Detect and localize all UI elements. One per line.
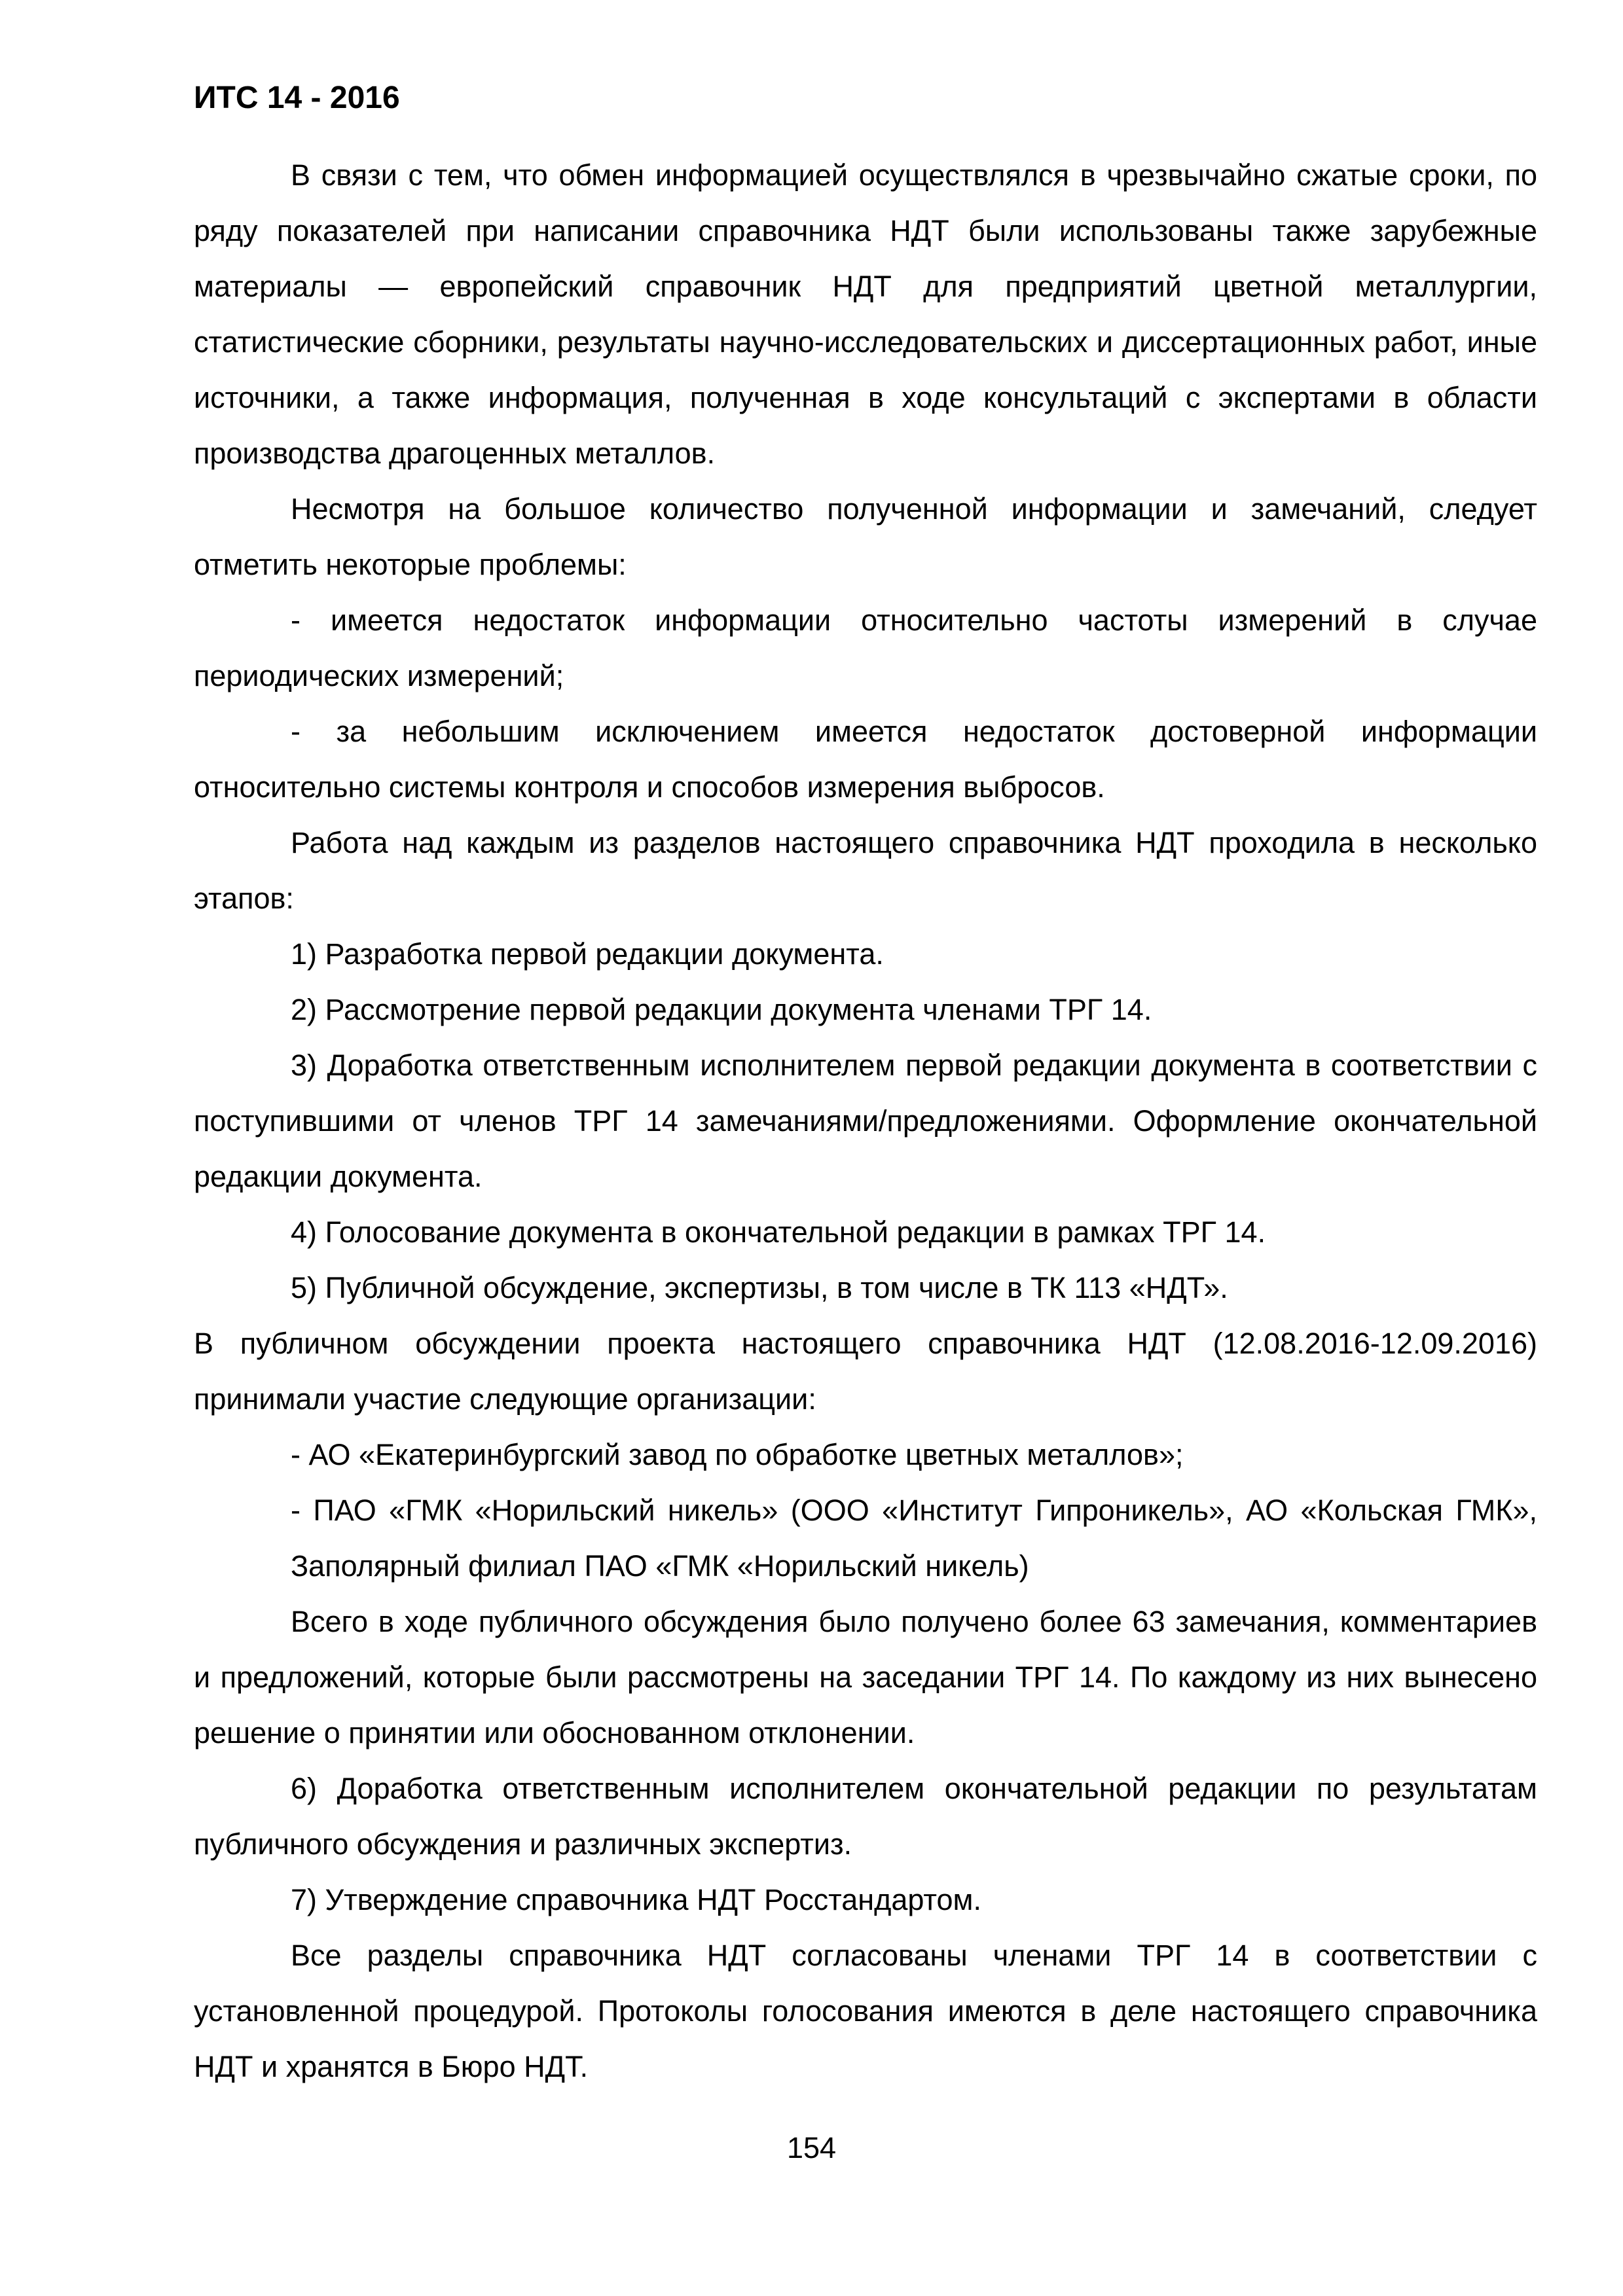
list-item-problem-control: - за небольшим исключением имеется недостаток достоверной информации относительно системы контроля и способов измерения выбросов. — [194, 715, 1537, 804]
page-number: 154 — [786, 2131, 837, 2164]
paragraph-comments-summary: Всего в ходе публичного обсуждения было получено более 63 замечания, комментариев и предложений, которые были рассмотрены на заседании ТРГ 14. По каждому из них вынесено решение о принятии или обоснованном отклонении. — [194, 1605, 1537, 1749]
paragraph-approval: Все разделы справочника НДТ согласованы членами ТРГ 14 в соответствии с установленной процедурой. Протоколы голосования имеются в деле настоящего справочника НДТ и хранятся в Бюро НДТ. — [194, 1939, 1537, 2083]
list-item-stage-2: 2) Рассмотрение первой редакции документа членами ТРГ 14. — [291, 993, 1152, 1026]
list-item-organization-1: - АО «Екатеринбургский завод по обработке цветных металлов»; — [291, 1438, 1184, 1471]
list-item-stage-1: 1) Разработка первой редакции документа. — [291, 937, 884, 971]
page-header-title: ИТС 14 - 2016 — [194, 81, 400, 115]
list-item-stage-5: 5) Публичной обсуждение, экспертизы, в том числе в ТК 113 «НДТ». — [291, 1271, 1228, 1304]
list-item-problem-frequency: - имеется недостаток информации относительно частоты измерений в случае периодических измерений; — [194, 603, 1537, 692]
list-item-stage-6: 6) Доработка ответственным исполнителем окончательной редакции по результатам публичного обсуждения и различных экспертиз. — [194, 1772, 1537, 1861]
list-item-stage-4: 4) Голосование документа в окончательной редакции в рамках ТРГ 14. — [291, 1215, 1266, 1249]
paragraph-public-discussion: В публичном обсуждении проекта настоящего справочника НДТ (12.08.2016-12.09.2016) принимали участие следующие организации: — [194, 1327, 1537, 1416]
list-item-stage-3: 3) Доработка ответственным исполнителем первой редакции документа в соответствии с поступившими от членов ТРГ 14 замечаниями/предложениями. Оформление окончательной редакции документа. — [194, 1049, 1537, 1193]
list-item-organization-2: - ПАО «ГМК «Норильский никель» (ООО «Институт Гипроникель», АО «Кольская ГМК», Заполярный филиал ПАО «ГМК «Норильский никель) — [291, 1494, 1537, 1583]
paragraph-stages-intro: Работа над каждым из разделов настоящего справочника НДТ проходила в несколько этапов: — [194, 826, 1537, 915]
list-item-stage-7: 7) Утверждение справочника НДТ Росстандартом. — [291, 1883, 981, 1916]
paragraph-sources: В связи с тем, что обмен информацией осуществлялся в чрезвычайно сжатые сроки, по ряду показателей при написании справочника НДТ были использованы также зарубежные материалы — европейский справочник НДТ для предприятий цветной металлургии, статистические сборники, результаты научно-исследовательских и диссертационных работ, иные источники, а также информация, полученная в ходе консультаций с экспертами в области производства драгоценных металлов. — [194, 158, 1537, 470]
paragraph-problems-intro: Несмотря на большое количество полученной информации и замечаний, следует отметить некоторые проблемы: — [194, 492, 1537, 581]
document-body — [194, 147, 1537, 2094]
